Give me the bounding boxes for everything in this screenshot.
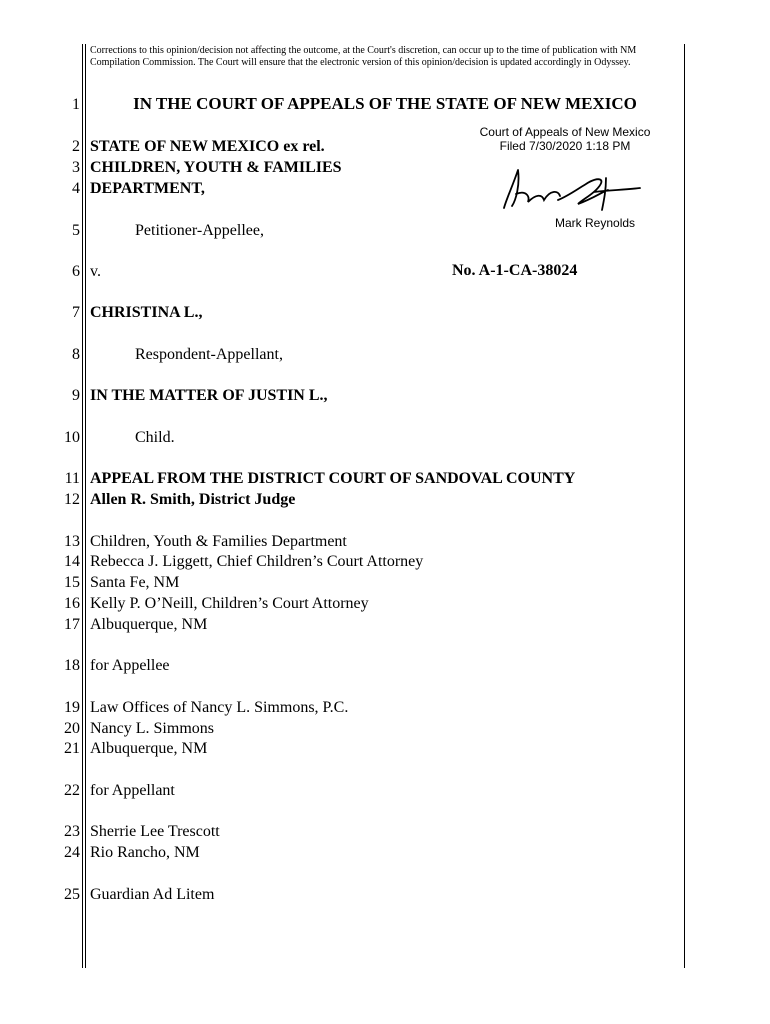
- counsel-line: Albuquerque, NM: [90, 740, 208, 757]
- line-number: 8: [72, 346, 80, 363]
- case-number: No. A-1-CA-38024: [452, 262, 578, 279]
- line-number: 6: [72, 263, 80, 280]
- line-number: 17: [64, 616, 80, 633]
- versus: v.: [90, 263, 101, 280]
- line-number: 14: [64, 553, 80, 570]
- petitioner-role: Petitioner-Appellee,: [135, 222, 264, 239]
- line-number: 3: [72, 159, 80, 176]
- petitioner-name-line: DEPARTMENT,: [90, 180, 205, 197]
- counsel-line: Sherrie Lee Trescott: [90, 823, 220, 840]
- respondent-role: Respondent-Appellant,: [135, 346, 283, 363]
- district-judge: Allen R. Smith, District Judge: [90, 491, 296, 508]
- line-number: 18: [64, 657, 80, 674]
- line-number: 13: [64, 533, 80, 550]
- line-number: 16: [64, 595, 80, 612]
- line-number: 5: [72, 222, 80, 239]
- respondent-name: CHRISTINA L.,: [90, 304, 203, 321]
- court-title: IN THE COURT OF APPEALS OF THE STATE OF NEW MEXICO: [133, 94, 637, 113]
- right-margin-rule: [684, 44, 685, 968]
- stamp-court-line: Court of Appeals of New Mexico: [479, 125, 651, 139]
- counsel-line: Children, Youth & Families Department: [90, 533, 347, 550]
- line-number: 25: [64, 886, 80, 903]
- line-number: 24: [64, 844, 80, 861]
- handwritten-signature: [498, 160, 648, 220]
- counsel-line: Santa Fe, NM: [90, 574, 180, 591]
- line-number: 20: [64, 720, 80, 737]
- line-number: 11: [64, 470, 80, 487]
- counsel-for: Guardian Ad Litem: [90, 886, 215, 903]
- line-number: 9: [72, 387, 80, 404]
- line-number: 23: [64, 823, 80, 840]
- line-number: 10: [64, 429, 80, 446]
- line-number: 7: [72, 304, 80, 321]
- matter-of: IN THE MATTER OF JUSTIN L.,: [90, 387, 328, 404]
- line-number: 22: [64, 782, 80, 799]
- petitioner-name-line: CHILDREN, YOUTH & FAMILIES: [90, 159, 342, 176]
- line-number: 1: [72, 96, 80, 113]
- line-number: 12: [64, 491, 80, 508]
- appeal-heading: APPEAL FROM THE DISTRICT COURT OF SANDOVAL COUNTY: [90, 470, 576, 487]
- child-role: Child.: [135, 429, 175, 446]
- left-margin-rule-inner: [85, 44, 86, 968]
- counsel-line: Albuquerque, NM: [90, 616, 208, 633]
- counsel-line: Kelly P. O’Neill, Children’s Court Attorney: [90, 595, 369, 612]
- counsel-line: Law Offices of Nancy L. Simmons, P.C.: [90, 699, 349, 716]
- left-margin-rule-outer: [82, 44, 83, 968]
- publication-notice: Corrections to this opinion/decision not affecting the outcome, at the Court's discretion, can occur up to the time of publication with NM Compilation Commission. The Court will ensure that the electronic version of this opinion/decision is updated accordingly in Odyssey.: [90, 45, 637, 68]
- filing-stamp: [470, 125, 660, 153]
- counsel-line: Rebecca J. Liggett, Chief Children’s Court Attorney: [90, 553, 424, 570]
- counsel-line: Rio Rancho, NM: [90, 844, 200, 861]
- counsel-for: for Appellant: [90, 782, 175, 799]
- petitioner-name-line: STATE OF NEW MEXICO ex rel.: [90, 138, 325, 155]
- signer-name: Mark Reynolds: [555, 216, 636, 230]
- counsel-for: for Appellee: [90, 657, 170, 674]
- line-number: 4: [72, 180, 80, 197]
- line-number: 19: [64, 699, 80, 716]
- line-number: 2: [72, 138, 80, 155]
- line-number: 21: [64, 740, 80, 757]
- counsel-line: Nancy L. Simmons: [90, 720, 214, 737]
- stamp-filed-line: Filed 7/30/2020 1:18 PM: [499, 139, 631, 153]
- line-number: 15: [64, 574, 80, 591]
